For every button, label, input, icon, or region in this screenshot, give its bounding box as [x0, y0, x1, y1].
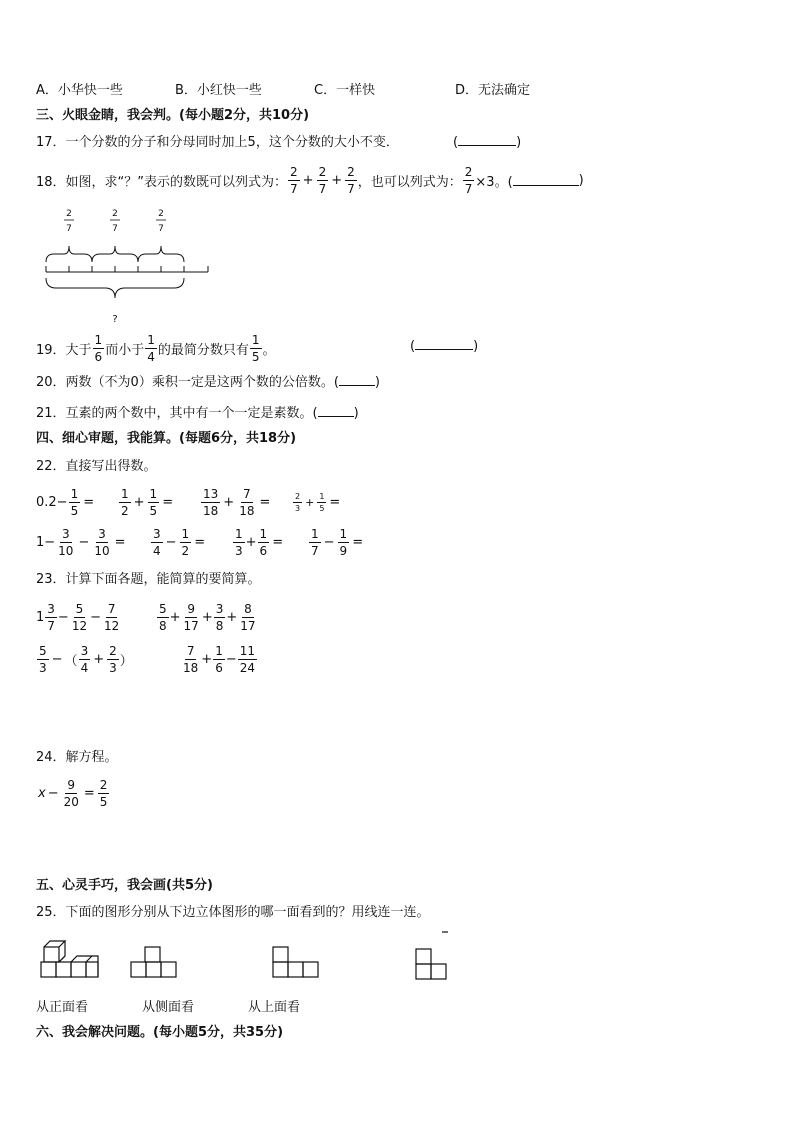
q22-expr-5: 1− $\frac{3}{10}$ − $\frac{3}{10}$ =: [36, 526, 126, 558]
q23-text: 23．计算下面各题，能简算的要简算。: [36, 572, 261, 587]
diagram-question-mark: ?: [112, 314, 118, 325]
q23-expr-1: 1 $\frac{3}{7}$ − $\frac{5}{12}$ − $\frac{7}{12}$: [36, 601, 120, 633]
q17-text: 17．一个分数的分子和分母同时加上5，这个分数的大小不变．: [36, 135, 399, 150]
q21-text: 21．互素的两个数中，其中有一个一定是素数。( ): [36, 406, 359, 421]
q23-expr-4: $\frac{7}{18}$ + $\frac{1}{6}$ − $\frac{11}{24}$: [183, 643, 256, 675]
q22-text: 22．直接写出得数。: [36, 459, 157, 474]
view-shape-2: [272, 945, 320, 981]
q17-answer: ( ): [453, 135, 522, 150]
q22-expr-4: $\frac{2}{3}$ + $\frac{1}{5}$ =: [295, 491, 341, 513]
section-6-title: 六、我会解决问题。(每小题5分，共35分): [36, 1025, 284, 1040]
label-front-view: 从正面看: [36, 1000, 89, 1015]
section-3-title: 三、火眼金睛，我会判。(每小题2分，共10分): [36, 108, 310, 123]
q22-expr-3: $\frac{13}{18}$ + $\frac{7}{18}$ =: [203, 486, 271, 518]
q19-answer: ( ): [410, 339, 479, 354]
option-a: A．小华快一些: [36, 83, 123, 98]
view-shape-3: [414, 930, 450, 984]
label-top-view: 从上面看: [248, 1000, 301, 1015]
svg-text:7: 7: [112, 224, 118, 234]
q23-expr-3: $\frac{5}{3}$ − （ $\frac{3}{4}$ + $\frac{2}{3}$ ）: [39, 643, 133, 675]
section-4-title: 四、细心审题，我能算。(每题6分，共18分): [36, 431, 297, 446]
svg-text:2: 2: [112, 209, 118, 219]
q22-expr-2: $\frac{1}{2}$ + $\frac{1}{5}$ =: [121, 486, 174, 518]
q22-expr-8: $\frac{1}{7}$ − $\frac{1}{9}$ =: [311, 526, 364, 558]
svg-text:7: 7: [158, 224, 164, 234]
svg-text:2: 2: [158, 209, 164, 219]
option-d: D．无法确定: [455, 83, 531, 98]
q24-equation: x − $\frac{9}{20}$ = $\frac{2}{5}$: [38, 777, 108, 809]
q22-expr-6: $\frac{3}{4}$ − $\frac{1}{2}$ =: [153, 526, 206, 558]
q22-expr-7: $\frac{1}{3}$ + $\frac{1}{6}$ =: [235, 526, 284, 558]
q23-expr-2: $\frac{5}{8}$ + $\frac{9}{17}$ + $\frac{3}{8}$ + $\frac{8}{17}$: [159, 601, 256, 633]
label-side-view: 从侧面看: [142, 1000, 195, 1015]
section-5-title: 五、心灵手巧，我会画(共5分): [36, 878, 213, 893]
svg-text:7: 7: [66, 224, 72, 234]
q19-line: 19．大于 $\frac{1}{6}$ 而小于 $\frac{1}{4}$ 的最简分数只有 $\frac{1}{5}$ 。: [36, 332, 276, 364]
view-shape-1: [130, 945, 178, 981]
q20-text: 20．两数（不为0）乘积一定是这两个数的公倍数。( ): [36, 375, 380, 390]
q18-line: 18．如图，求“？”表示的数既可以列式为： $\frac{2}{7}$ + $\frac{2}{7}$ + $\frac{2}{7}$ ，也可以列式为： $\frac{2}{7}$ ×3。( ): [36, 164, 584, 196]
q25-text: 25．下面的图形分别从下边立体图形的哪一面看到的？用线连一连。: [36, 905, 430, 920]
option-b: B．小红快一些: [175, 83, 262, 98]
option-c: C．一样快: [314, 83, 376, 98]
number-line-diagram: [38, 204, 218, 326]
solid-figure: [38, 938, 102, 982]
svg-text:2: 2: [66, 209, 72, 219]
q24-text: 24．解方程。: [36, 750, 118, 765]
q22-expr-1: 0.2− $\frac{1}{5}$ =: [36, 486, 95, 518]
